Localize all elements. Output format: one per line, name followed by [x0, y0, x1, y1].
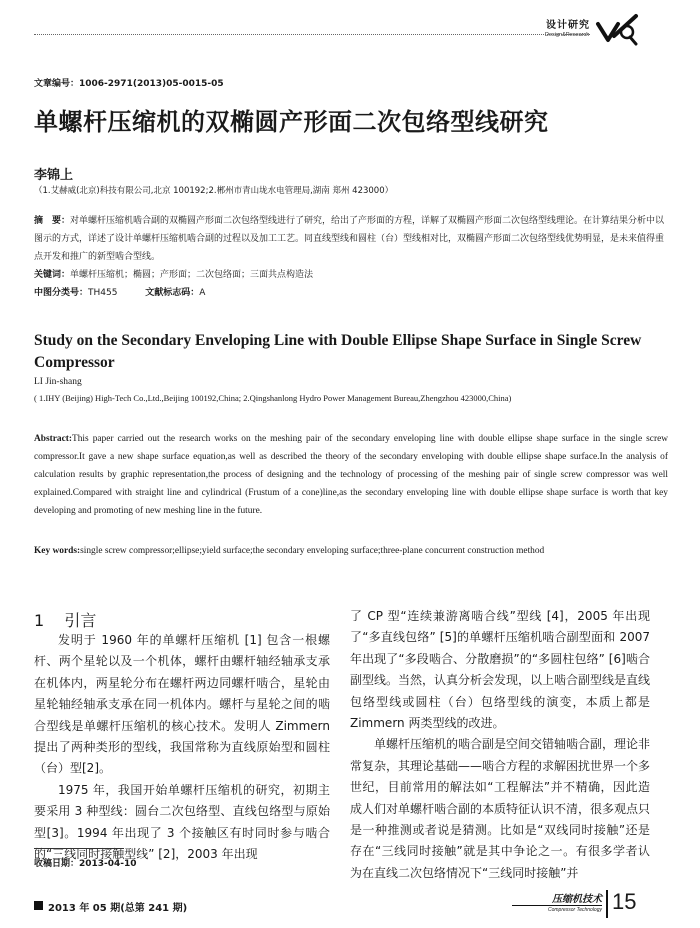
section-heading — [34, 608, 96, 631]
abstract-en — [34, 430, 668, 520]
header-rule — [34, 34, 590, 35]
classification-cn — [34, 284, 668, 302]
page-number: 15 — [612, 889, 637, 914]
keywords-cn-text: 单螺杆压缩机；椭圆；产形面；二次包络面；三面共点构造法 — [70, 270, 314, 280]
abstract-cn-text: 对单螺杆压缩机啮合副的双椭圆产形面二次包络型线进行了研究，给出了产形面的方程，详解了双椭圆产形面二次包络型线理论。在计算结果分析中以图示的方式，详述了设计单螺杆压缩机啮合副的过程以及加工工艺。同直线型线和圆柱（台）型线相对比，双椭圆产形面二次包络型线优势明显，是未来值得重点开发和推广的新型啮合型线。 — [34, 216, 665, 262]
keywords-en — [34, 542, 668, 560]
author-cn: 李锦上 — [34, 168, 74, 183]
section-title: 引言 — [64, 611, 97, 630]
journal-brand-name: 压缩机技术 — [512, 894, 602, 906]
footer-square-icon — [34, 901, 43, 910]
classification-value: TH455 — [88, 288, 118, 298]
affiliation-cn: （1.艾赫威(北京)科技有限公司,北京 100192;2.郴州市青山垅水电管理局,湖南 郑州 423000） — [34, 186, 394, 196]
footnote-rule — [34, 848, 124, 849]
right-paragraph-1: 了 CP 型“连续兼游离啮合线”型线 [4]，2005 年出现了“多直线包络” [5]的单螺杆压缩机啮合副型面和 2007 年出现了“多段啮合、分散磨损”的“多圆柱包络” [6]啮合副型线。当然，认真分析会发现，以上啮合副型线是直线包络型线或圆柱（台）包络型线的演变，本质上都是 Zimmern 两类型线的改进。 — [350, 609, 651, 731]
keywords-en-label: Key words: — [34, 546, 81, 556]
paper-title-en: Study on the Secondary Enveloping Line with Double Ellipse Shape Surface in Single Screw Compressor — [34, 332, 642, 371]
doc-code-value: A — [199, 288, 206, 298]
section-number: 1 — [34, 611, 45, 630]
received-date: 收稿日期：2013-04-10 — [34, 859, 137, 869]
keywords-en-text: single screw compressor;ellipse;yield surface;the secondary enveloping surface;three-plane concurrent construction method — [80, 546, 545, 556]
body-left-column — [34, 630, 330, 865]
left-paragraph-1: 发明于 1960 年的单螺杆压缩机 [1] 包含一根螺杆、两个星轮以及一个机体，螺杆由螺杆轴经轴承支承在机体内，两星轮分布在螺杆两边同螺杆啮合，星轮由星轮轴经轴承支承在同一机体内。螺杆与星轮之间的啮合型线是单螺杆压缩机的核心技术。发明人 Zimmern 提出了两种类形的型线，我国常称为直线原始型和圆柱（台）型[2]。 — [34, 633, 330, 776]
affiliation-en: ( 1.IHY (Beijing) High-Tech Co.,Ltd.,Beijing 100192,China; 2.Qingshanlong Hydro Power Management Bureau,Zhengzhou 423000,China) — [34, 393, 512, 403]
journal-brand — [512, 894, 602, 914]
section-header-title: 设计研究 — [546, 20, 590, 31]
abstract-cn-label: 摘 要： — [34, 216, 71, 226]
keywords-cn — [34, 266, 668, 284]
article-number: 文章编号：1006-2971(2013)05-0015-05 — [34, 79, 224, 89]
footer-issue: 2013 年 05 期(总第 241 期) — [48, 903, 188, 914]
left-paragraph-2: 1975 年，我国开始单螺杆压缩机的研究，初期主要采用 3 种型线：圆台二次包络型、直线包络型与原始型[3]。1994 年出现了 3 个接触区有时同时参与啮合的“三线同时接触型线” [2]，2003 年出现 — [34, 782, 330, 862]
classification-label: 中图分类号： — [34, 288, 89, 298]
keywords-cn-label: 关键词： — [34, 270, 71, 280]
abstract-en-label: Abstract: — [34, 434, 73, 444]
abstract-cn — [34, 212, 668, 266]
author-en: LI Jin-shang — [34, 377, 82, 387]
doc-code-label: 文献标志码： — [145, 288, 200, 298]
footer-divider — [606, 890, 608, 918]
abstract-en-text: This paper carried out the research works on the meshing pair of the secondary enveloping line with double ellipse shape surface in the single screw compressor.It gave a new shape surface equation,as well as described the theory of the secondary enveloping with double ellipse shape surface.In the analysis of calculation results by graphic representation,the process of designing and the technology of processing of the meshing pair of single screw compressor was well explained.Compared with straight line and cylindrical (Frustum of a cone)line,as the secondary enveloping line with double ellipse shape surface is worth that key developing and promoting of new meshing line in the future. — [34, 434, 668, 516]
journal-brand-sub: Compressor Technology — [547, 907, 602, 913]
paper-title-cn: 单螺杆压缩机的双椭圆产形面二次包络型线研究 — [34, 107, 549, 136]
body-right-column — [350, 606, 650, 884]
section-header-subtitle: Design&Research — [545, 32, 590, 38]
design-research-logo-icon — [594, 10, 640, 50]
right-paragraph-2: 单螺杆压缩机的啮合副是空间交错轴啮合副，理论非常复杂，其理论基础——啮合方程的求解困扰世界一个多世纪，目前常用的解法如“工程解法”并不精确，因此造成人们对单螺杆啮合副的本质特征认识不清，很多观点只是一种推测或者说是猜测。比如是“双线同时接触”还是存在“三线同时接触”就是其中争论之一。有很多学者认为在直线二次包络情况下“三线同时接触”并 — [350, 737, 651, 880]
